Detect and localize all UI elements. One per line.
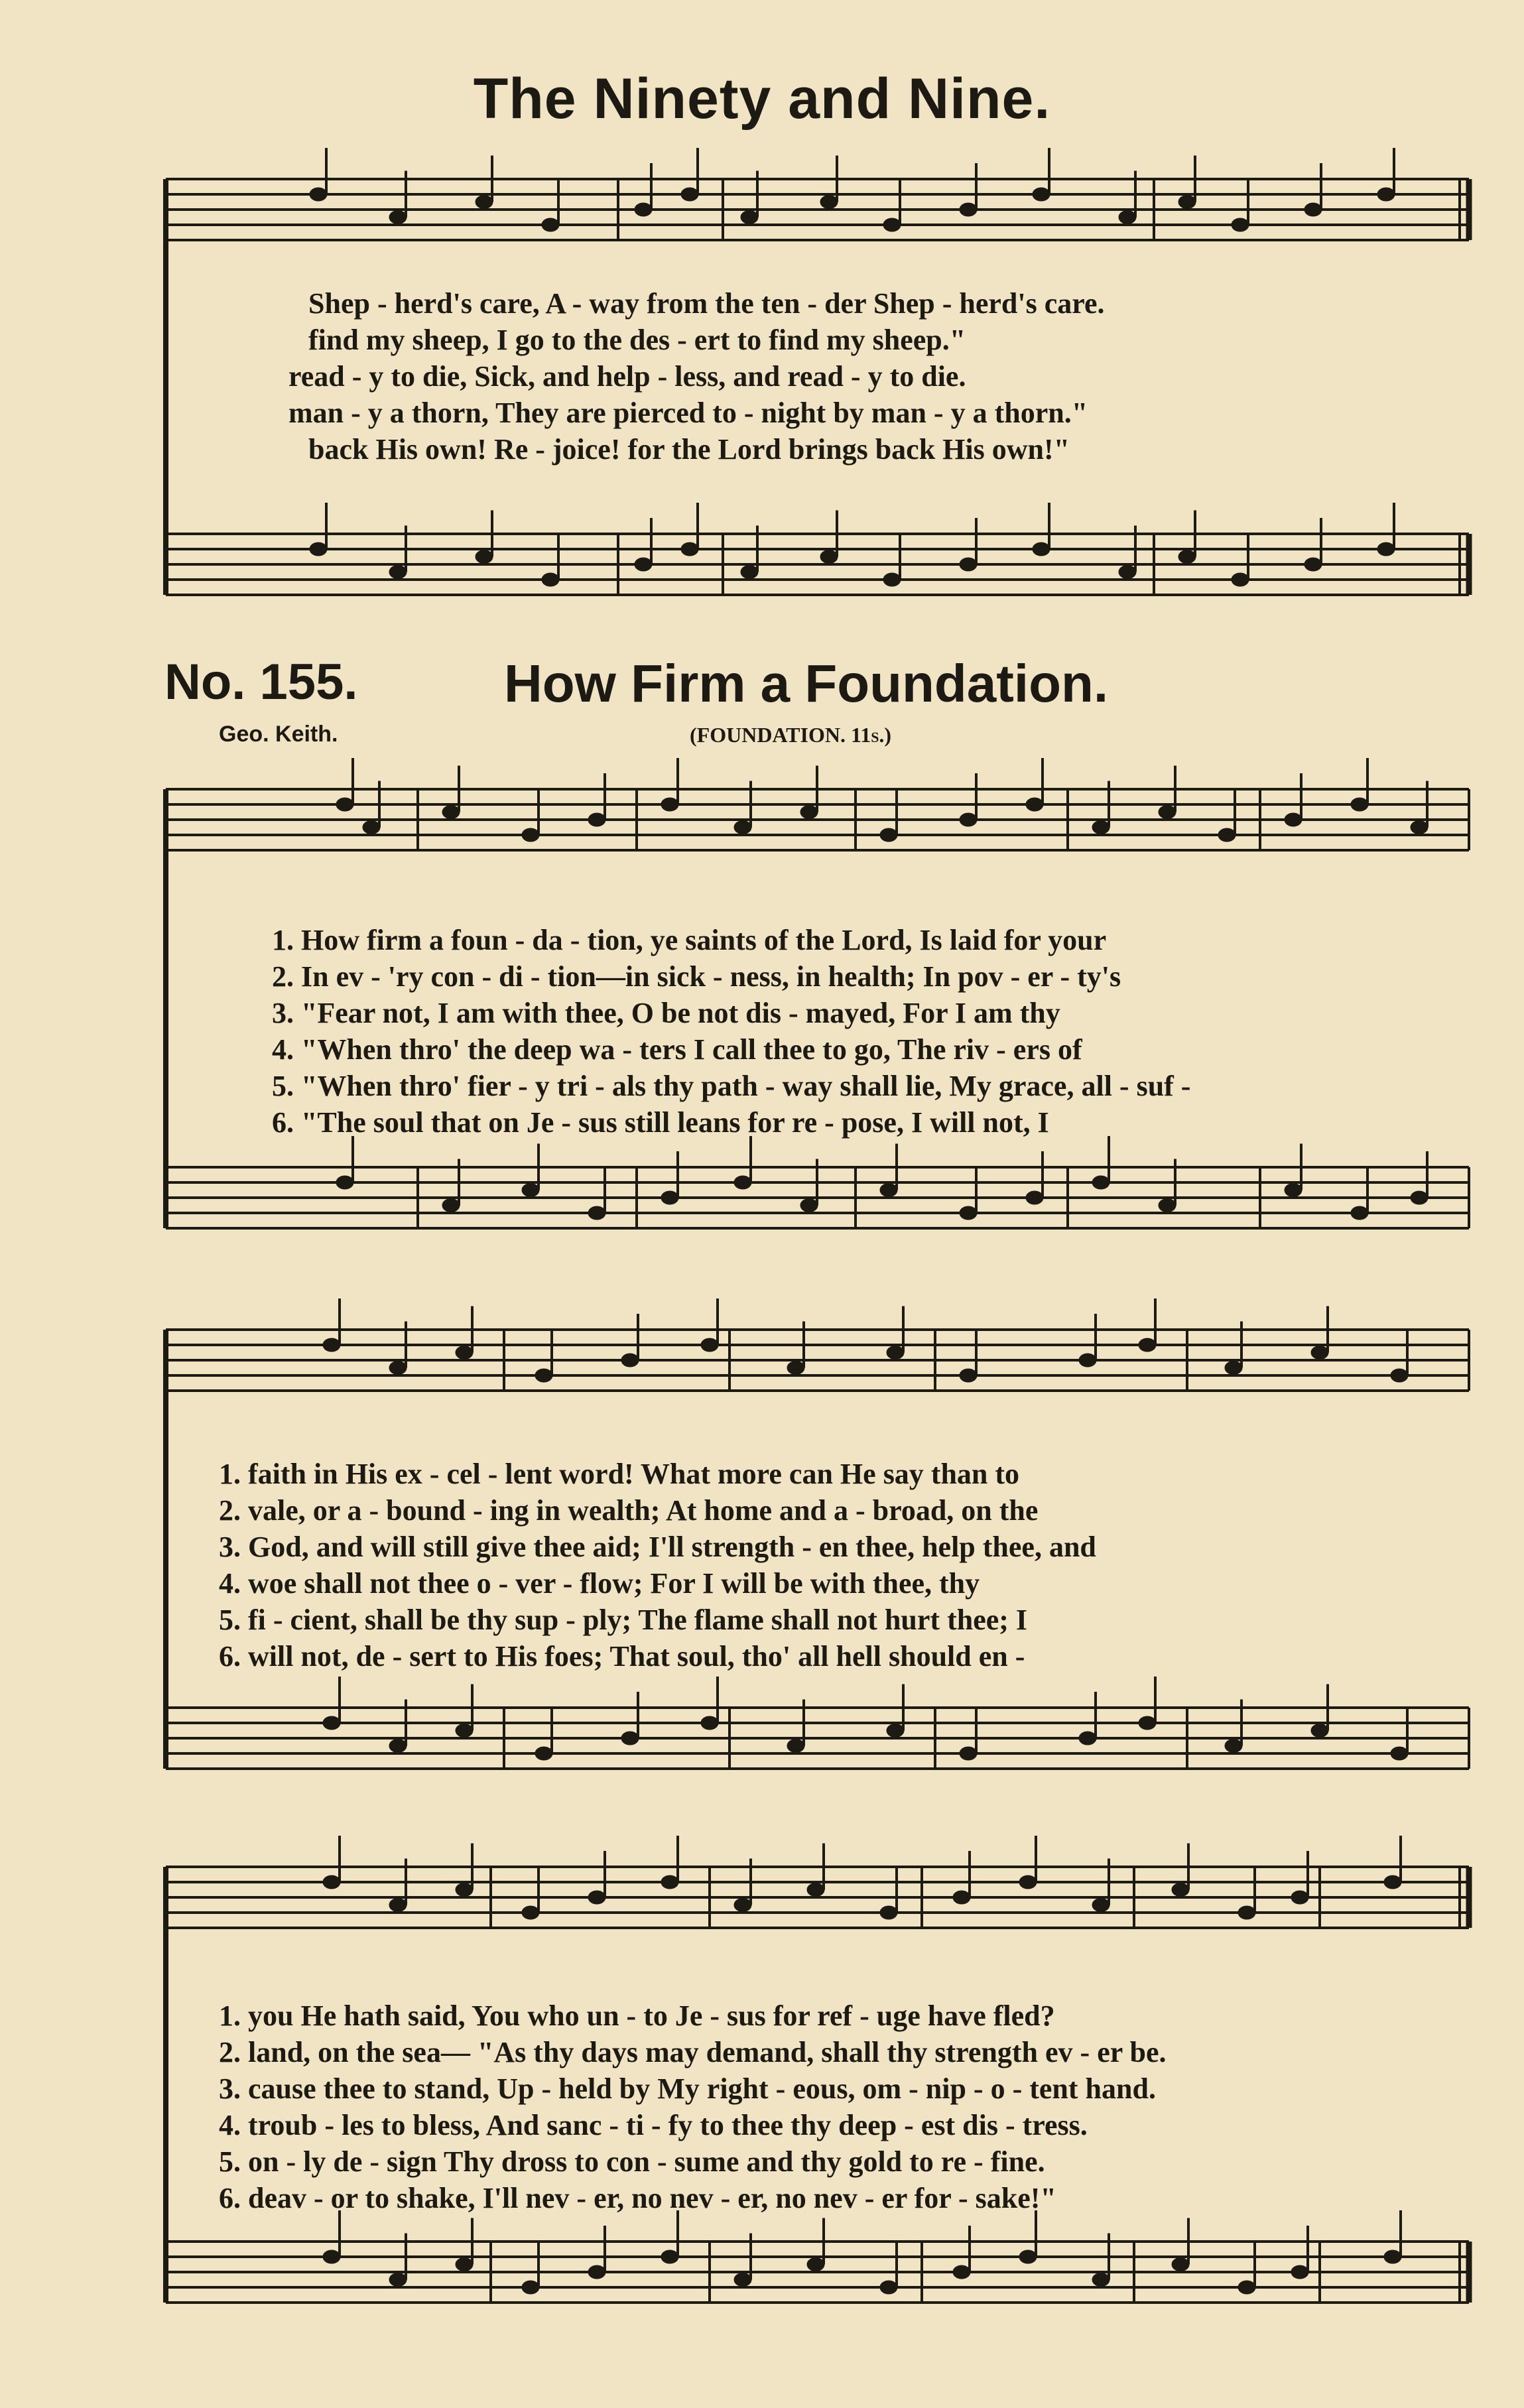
treble-note bbox=[1391, 1369, 1408, 1382]
lyric-line: 5. fi - cient, shall be thy sup - ply; The flame shall not hurt thee; I bbox=[219, 1604, 1028, 1636]
lyric-line: 1. faith in His ex - cel - lent word! What more can He say than to bbox=[219, 1458, 1020, 1490]
bass-note bbox=[953, 2265, 970, 2279]
hymn-title: How Firm a Foundation. bbox=[504, 654, 1109, 713]
bass-note bbox=[1019, 2250, 1037, 2263]
treble-note bbox=[807, 1883, 824, 1897]
bass-note bbox=[1377, 542, 1395, 556]
treble-note bbox=[1026, 798, 1043, 811]
treble-note bbox=[960, 1369, 977, 1382]
lyric-line: 1. you He hath said, You who un - to Je - sus for ref - uge have fled? bbox=[219, 1999, 1055, 2032]
bass-note bbox=[880, 2281, 897, 2294]
bass-note bbox=[960, 1747, 977, 1760]
bass-note bbox=[960, 1206, 977, 1220]
lyric-line: 6. "The soul that on Je - sus still leans for re - pose, I will not, I bbox=[272, 1106, 1049, 1139]
bass-note bbox=[880, 1184, 897, 1197]
bass-note bbox=[336, 1176, 353, 1189]
bass-note bbox=[1304, 558, 1322, 571]
treble-note bbox=[363, 821, 380, 834]
treble-note bbox=[1172, 1883, 1189, 1897]
treble-note bbox=[1139, 1338, 1156, 1352]
treble-note bbox=[456, 1346, 473, 1360]
bass-note bbox=[1384, 2250, 1401, 2263]
treble-note bbox=[389, 211, 407, 224]
lyric-line: 4. troub - les to bless, And sanc - ti - fy to thee thy deep - est dis - tress. bbox=[219, 2109, 1088, 2141]
bass-note bbox=[661, 2250, 678, 2263]
treble-note bbox=[1079, 1354, 1096, 1367]
bass-note bbox=[442, 1199, 460, 1212]
bass-note bbox=[389, 2273, 407, 2287]
treble-note bbox=[323, 1875, 340, 1889]
treble-note bbox=[535, 1369, 552, 1382]
bass-note bbox=[310, 542, 327, 556]
bass-note bbox=[734, 1176, 751, 1189]
bass-note bbox=[323, 2250, 340, 2263]
treble-note bbox=[456, 1883, 473, 1897]
bass-note bbox=[701, 1716, 718, 1730]
lyric-line: 1. How firm a foun - da - tion, ye saints of the Lord, Is laid for your bbox=[272, 924, 1107, 956]
lyric-line: Shep - herd's care, A - way from the ten - der Shep - herd's care. bbox=[308, 287, 1105, 320]
treble-note bbox=[1159, 806, 1176, 819]
treble-note bbox=[1178, 196, 1196, 209]
bass-note bbox=[807, 2258, 824, 2271]
treble-note bbox=[522, 828, 539, 842]
tune-name: (FOUNDATION. 11s.) bbox=[690, 723, 892, 747]
lyric-line: find my sheep, I go to the des - ert to find my sheep." bbox=[308, 324, 966, 356]
lyric-line: 2. land, on the sea— "As thy days may demand, shall thy strength ev - er be. bbox=[219, 2036, 1167, 2068]
treble-note bbox=[681, 188, 698, 201]
bass-note bbox=[800, 1199, 818, 1212]
bass-note bbox=[1411, 1191, 1428, 1204]
lyric-line: man - y a thorn, They are pierced to - night by man - y a thorn." bbox=[288, 397, 1088, 429]
treble-note bbox=[1092, 1899, 1110, 1912]
treble-note bbox=[734, 1899, 751, 1912]
bass-note bbox=[960, 558, 977, 571]
treble-note bbox=[588, 1891, 605, 1904]
treble-note bbox=[1377, 188, 1395, 201]
staff-lines bbox=[166, 179, 1469, 2303]
bass-note bbox=[1291, 2265, 1308, 2279]
treble-note bbox=[476, 196, 493, 209]
bass-note bbox=[1092, 1176, 1110, 1189]
treble-note bbox=[336, 798, 353, 811]
treble-note bbox=[787, 1362, 804, 1375]
bass-note bbox=[542, 573, 559, 586]
treble-note bbox=[1285, 813, 1302, 826]
lyric-line: 2. vale, or a - bound - ing in wealth; At home and a - broad, on the bbox=[219, 1494, 1039, 1527]
treble-note bbox=[1291, 1891, 1308, 1904]
bass-note bbox=[588, 1206, 605, 1220]
lyric-line: back His own! Re - joice! for the Lord brings back His own!" bbox=[308, 433, 1070, 466]
treble-note bbox=[800, 806, 818, 819]
hymn-number: No. 155. bbox=[164, 654, 358, 710]
bass-note bbox=[456, 1724, 473, 1738]
lyric-line: 2. In ev - 'ry con - di - tion—in sick - ness, in health; In pov - er - ty's bbox=[272, 960, 1121, 993]
lyric-line: 4. woe shall not thee o - ver - flow; For I will be with thee, thy bbox=[219, 1567, 980, 1600]
treble-note bbox=[542, 218, 559, 231]
treble-note bbox=[1033, 188, 1050, 201]
treble-note bbox=[1232, 218, 1249, 231]
bass-note bbox=[535, 1747, 552, 1760]
bass-note bbox=[1351, 1206, 1368, 1220]
lyric-line: 3. God, and will still give thee aid; I'll strength - en thee, help thee, and bbox=[219, 1531, 1096, 1563]
treble-note bbox=[1311, 1346, 1328, 1360]
treble-note bbox=[1119, 211, 1136, 224]
bass-note bbox=[661, 1191, 678, 1204]
treble-note bbox=[1238, 1906, 1255, 1919]
bass-note bbox=[1119, 566, 1136, 579]
bass-note bbox=[1172, 2258, 1189, 2271]
treble-note bbox=[880, 828, 897, 842]
bass-note bbox=[621, 1732, 639, 1745]
treble-note bbox=[701, 1338, 718, 1352]
treble-note bbox=[323, 1338, 340, 1352]
treble-note bbox=[635, 203, 652, 216]
bass-note bbox=[522, 2281, 539, 2294]
bass-note bbox=[741, 566, 758, 579]
bass-note bbox=[820, 550, 838, 564]
bass-note bbox=[1033, 542, 1050, 556]
bass-note bbox=[887, 1724, 904, 1738]
treble-note bbox=[741, 211, 758, 224]
author-credit: Geo. Keith. bbox=[219, 722, 338, 747]
treble-note bbox=[883, 218, 901, 231]
bass-note bbox=[1285, 1184, 1302, 1197]
treble-note bbox=[960, 203, 977, 216]
bass-note bbox=[1139, 1716, 1156, 1730]
treble-note bbox=[734, 821, 751, 834]
treble-note bbox=[1411, 821, 1428, 834]
bass-note bbox=[588, 2265, 605, 2279]
bass-note bbox=[635, 558, 652, 571]
treble-note bbox=[442, 806, 460, 819]
treble-note bbox=[389, 1362, 407, 1375]
treble-note bbox=[522, 1906, 539, 1919]
bass-note bbox=[1178, 550, 1196, 564]
bass-note bbox=[1232, 573, 1249, 586]
treble-note bbox=[1351, 798, 1368, 811]
bass-note bbox=[323, 1716, 340, 1730]
treble-note bbox=[661, 798, 678, 811]
treble-note bbox=[880, 1906, 897, 1919]
lyric-line: 5. on - ly de - sign Thy dross to con - sume and thy gold to re - fine. bbox=[219, 2145, 1045, 2178]
treble-note bbox=[310, 188, 327, 201]
bass-note bbox=[389, 566, 407, 579]
lyric-line: 3. "Fear not, I am with thee, O be not dis - mayed, For I am thy bbox=[272, 997, 1060, 1029]
treble-note bbox=[1304, 203, 1322, 216]
lyric-line: read - y to die, Sick, and help - less, and read - y to die. bbox=[288, 360, 966, 393]
bass-note bbox=[522, 1184, 539, 1197]
treble-note bbox=[389, 1899, 407, 1912]
bass-note bbox=[681, 542, 698, 556]
lyric-line: 6. will not, de - sert to His foes; That soul, tho' all hell should en - bbox=[219, 1640, 1025, 1673]
lyric-line: 5. "When thro' fier - y tri - als thy path - way shall lie, My grace, all - suf - bbox=[272, 1070, 1191, 1102]
bass-note bbox=[1159, 1199, 1176, 1212]
bass-note bbox=[734, 2273, 751, 2287]
bass-note bbox=[1079, 1732, 1096, 1745]
bass-note bbox=[1391, 1747, 1408, 1760]
treble-note bbox=[621, 1354, 639, 1367]
treble-note bbox=[1092, 821, 1110, 834]
treble-note bbox=[1225, 1362, 1242, 1375]
bass-note bbox=[1026, 1191, 1043, 1204]
bass-note bbox=[787, 1740, 804, 1753]
lyric-line: 6. deav - or to shake, I'll nev - er, no nev - er, no nev - er for - sake!" bbox=[219, 2182, 1056, 2214]
treble-note bbox=[1019, 1875, 1037, 1889]
bass-note bbox=[1092, 2273, 1110, 2287]
treble-note bbox=[588, 813, 605, 826]
bass-note bbox=[1311, 1724, 1328, 1738]
treble-note bbox=[820, 196, 838, 209]
lyric-line: 3. cause thee to stand, Up - held by My right - eous, om - nip - o - tent hand. bbox=[219, 2072, 1156, 2105]
treble-note bbox=[661, 1875, 678, 1889]
bass-note bbox=[389, 1740, 407, 1753]
bass-note bbox=[883, 573, 901, 586]
treble-note bbox=[1218, 828, 1236, 842]
bass-note bbox=[476, 550, 493, 564]
treble-note bbox=[1384, 1875, 1401, 1889]
bass-note bbox=[456, 2258, 473, 2271]
bass-note bbox=[1238, 2281, 1255, 2294]
top-hymn-title: The Ninety and Nine. bbox=[473, 67, 1051, 131]
lyric-line: 4. "When thro' the deep wa - ters I call thee to go, The riv - ers of bbox=[272, 1033, 1082, 1066]
treble-note bbox=[960, 813, 977, 826]
treble-note bbox=[887, 1346, 904, 1360]
treble-note bbox=[953, 1891, 970, 1904]
bass-note bbox=[1225, 1740, 1242, 1753]
